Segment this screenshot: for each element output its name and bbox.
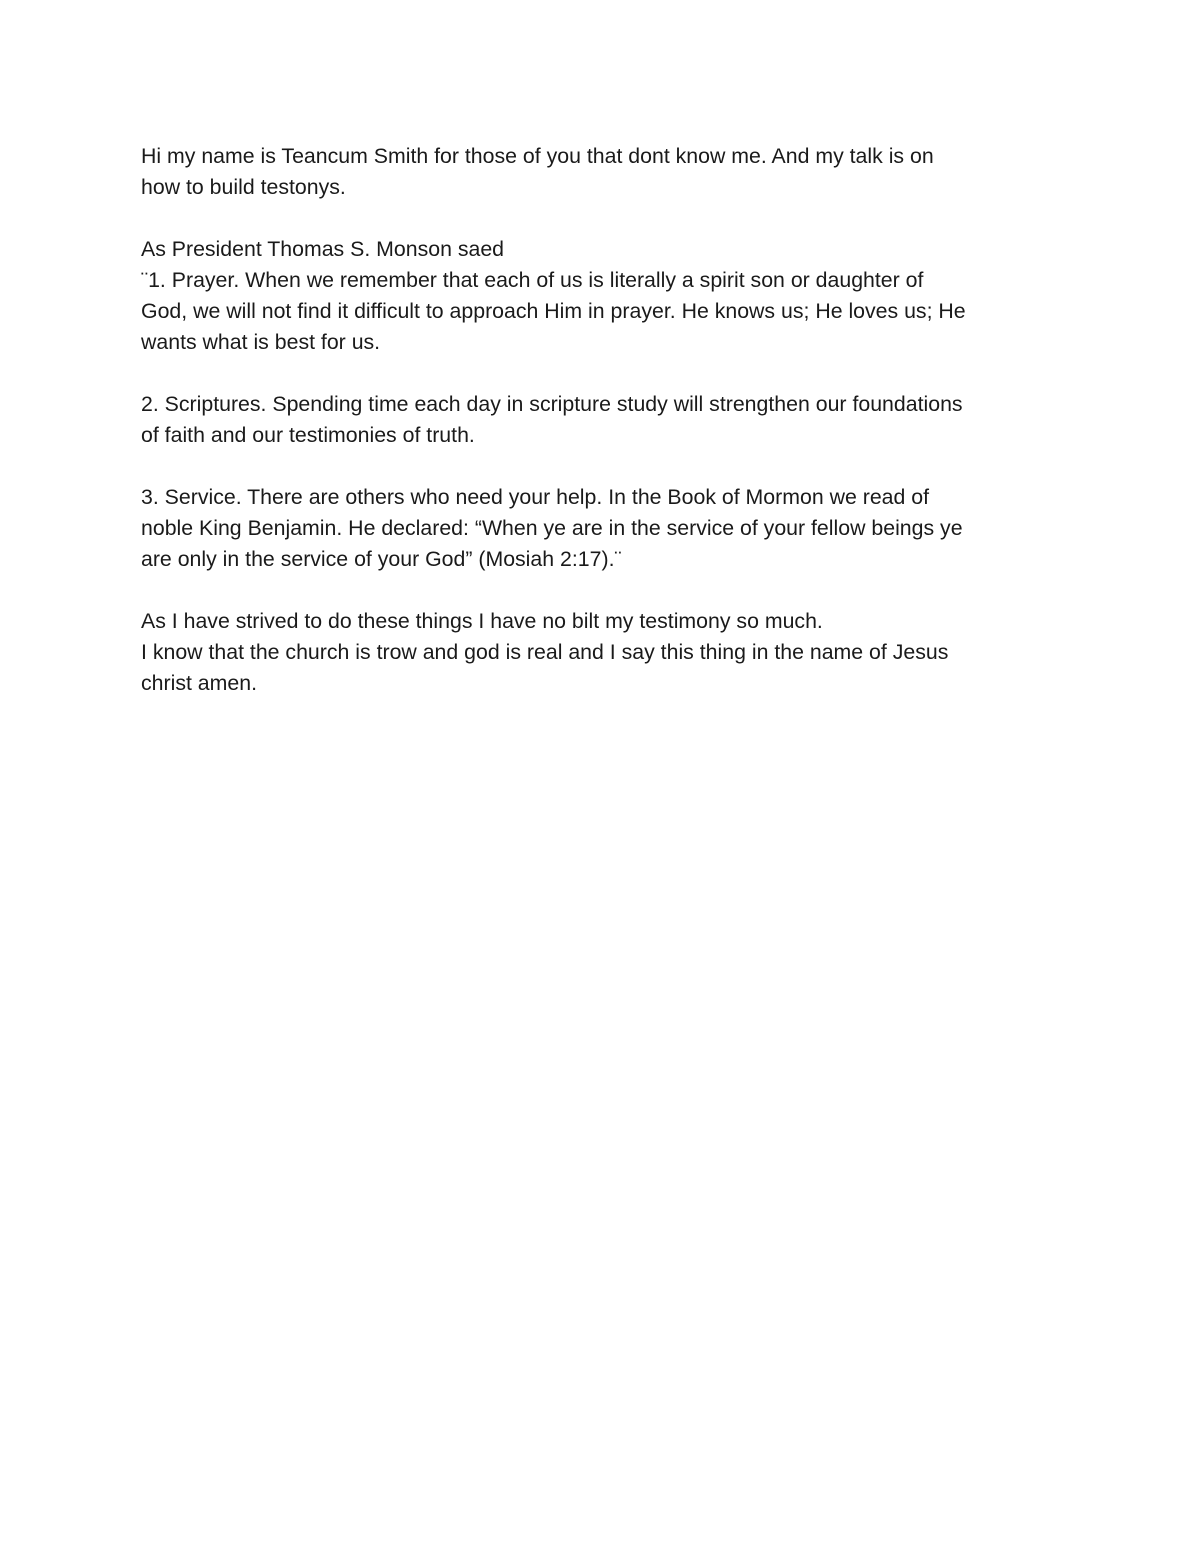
blank-line: [141, 358, 1061, 389]
text-line: christ amen.: [141, 671, 257, 695]
text-line: noble King Benjamin. He declared: “When ye are in the service of your fellow beings ye: [141, 516, 963, 540]
blank-line: [141, 575, 1061, 606]
text-line: 2. Scriptures. Spending time each day in scripture study will strengthen our foundations: [141, 392, 963, 416]
text-line: As I have strived to do these things I have no bilt my testimony so much.: [141, 609, 823, 633]
text-line: are only in the service of your God” (Mosiah 2:17).¨: [141, 547, 622, 571]
text-line: God, we will not find it difficult to approach Him in prayer. He knows us; He loves us; He: [141, 299, 966, 323]
text-line: I know that the church is trow and god is real and I say this thing in the name of Jesus: [141, 640, 949, 664]
text-line: Hi my name is Teancum Smith for those of you that dont know me. And my talk is on: [141, 144, 934, 168]
text-line: how to build testonys.: [141, 175, 346, 199]
text-line: As President Thomas S. Monson saed: [141, 237, 505, 261]
blank-line: [141, 203, 1061, 234]
blank-line: [141, 451, 1061, 482]
text-line: ¨1. Prayer. When we remember that each of us is literally a spirit son or daughter of: [141, 268, 924, 292]
document-body: [141, 141, 1061, 699]
text-line: of faith and our testimonies of truth.: [141, 423, 475, 447]
text-line: wants what is best for us.: [141, 330, 381, 354]
text-line: 3. Service. There are others who need your help. In the Book of Mormon we read of: [141, 485, 930, 509]
